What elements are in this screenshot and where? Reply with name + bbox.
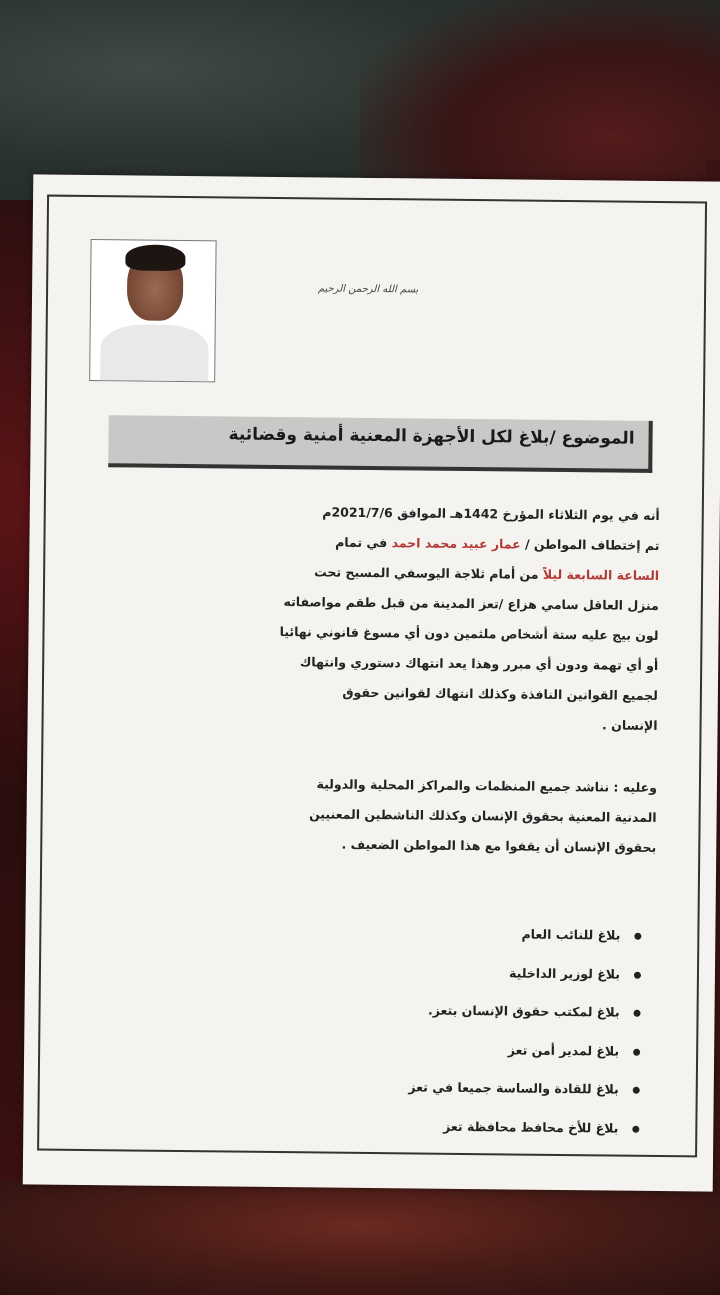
paragraph-line: أنه في يوم الثلاثاء المؤرخ 1442هـ الموافق 2021/7/6م bbox=[322, 504, 660, 523]
list-item bbox=[281, 913, 641, 955]
background-bottom bbox=[0, 1180, 720, 1295]
list-item-text: بلاغ للقادة والساسة جميعا في تعز bbox=[408, 1079, 619, 1097]
photo-hair bbox=[125, 244, 185, 271]
text-segment: : نناشد جميع المنظمات والمراكز المحلية والدولية bbox=[316, 776, 623, 795]
incident-time: الساعة السابعة ليلاً bbox=[542, 566, 660, 583]
list-item bbox=[281, 952, 641, 994]
paragraph-line: أو أي تهمة ودون أي مبرر وهذا يعد انتهاك دستوري وانتهاك bbox=[299, 654, 659, 673]
paragraph-line: لون بيج عليه ستة أشخاص ملثمين دون أي مسوغ قانوني نهائيا bbox=[279, 624, 659, 643]
photo-shirt bbox=[100, 324, 209, 382]
paragraph-line: الإنسان . bbox=[602, 717, 658, 733]
document-frame bbox=[37, 195, 707, 1158]
victim-name: عمار عبيد محمد احمد bbox=[391, 535, 521, 552]
appeal-lead: وعليه bbox=[622, 779, 657, 795]
list-item bbox=[280, 1029, 640, 1071]
text-segment: من أمام ثلاجة اليوسفي المسبح تحت bbox=[314, 564, 543, 582]
list-item-text: بلاغ لمكتب حقوق الإنسان بتعز. bbox=[427, 1002, 620, 1020]
list-item bbox=[280, 1067, 640, 1109]
bullet-icon bbox=[634, 933, 641, 940]
list-item-text: بلاغ لوزير الداخلية bbox=[508, 964, 621, 982]
reports-list bbox=[279, 913, 641, 1148]
list-item bbox=[280, 990, 640, 1032]
person-photo bbox=[89, 239, 216, 382]
bullet-icon bbox=[634, 1010, 641, 1017]
bullet-icon bbox=[634, 971, 641, 978]
text-segment: تم إختطاف المواطن / bbox=[520, 536, 660, 553]
bullet-icon bbox=[633, 1048, 640, 1055]
paragraph-line: منزل العاقل سامي هزاع /تعز المدينة من قبل طقم مواصفاته bbox=[283, 594, 659, 613]
list-item-text: بلاغ للنائب العام bbox=[521, 926, 621, 943]
appeal-paragraph bbox=[96, 767, 657, 863]
report-paragraph bbox=[97, 495, 659, 741]
text-segment: في تمام bbox=[335, 534, 392, 551]
subject-banner bbox=[108, 415, 653, 473]
bullet-icon bbox=[633, 1087, 640, 1094]
document-paper bbox=[23, 174, 720, 1191]
paragraph-line: لجميع القوانين النافذة وكذلك انتهاك لقوانين حقوق bbox=[342, 684, 658, 703]
paragraph-line: بحقوق الإنسان أن يقفوا مع هذا المواطن الضعيف . bbox=[341, 836, 657, 855]
basmala: بسم الله الرحمن الرحيم bbox=[317, 283, 419, 296]
list-item bbox=[279, 1106, 639, 1148]
list-item-text: بلاغ للأخ محافظ محافظة تعز bbox=[443, 1118, 619, 1136]
list-item-text: بلاغ لمدير أمن تعز bbox=[507, 1041, 620, 1059]
bullet-icon bbox=[632, 1125, 639, 1132]
subject-title: الموضوع /بلاغ لكل الأجهزة المعنية أمنية وقضائية bbox=[228, 424, 635, 449]
paragraph-line: المدنية المعنية بحقوق الإنسان وكذلك الناشطين المعنيين bbox=[309, 806, 657, 825]
